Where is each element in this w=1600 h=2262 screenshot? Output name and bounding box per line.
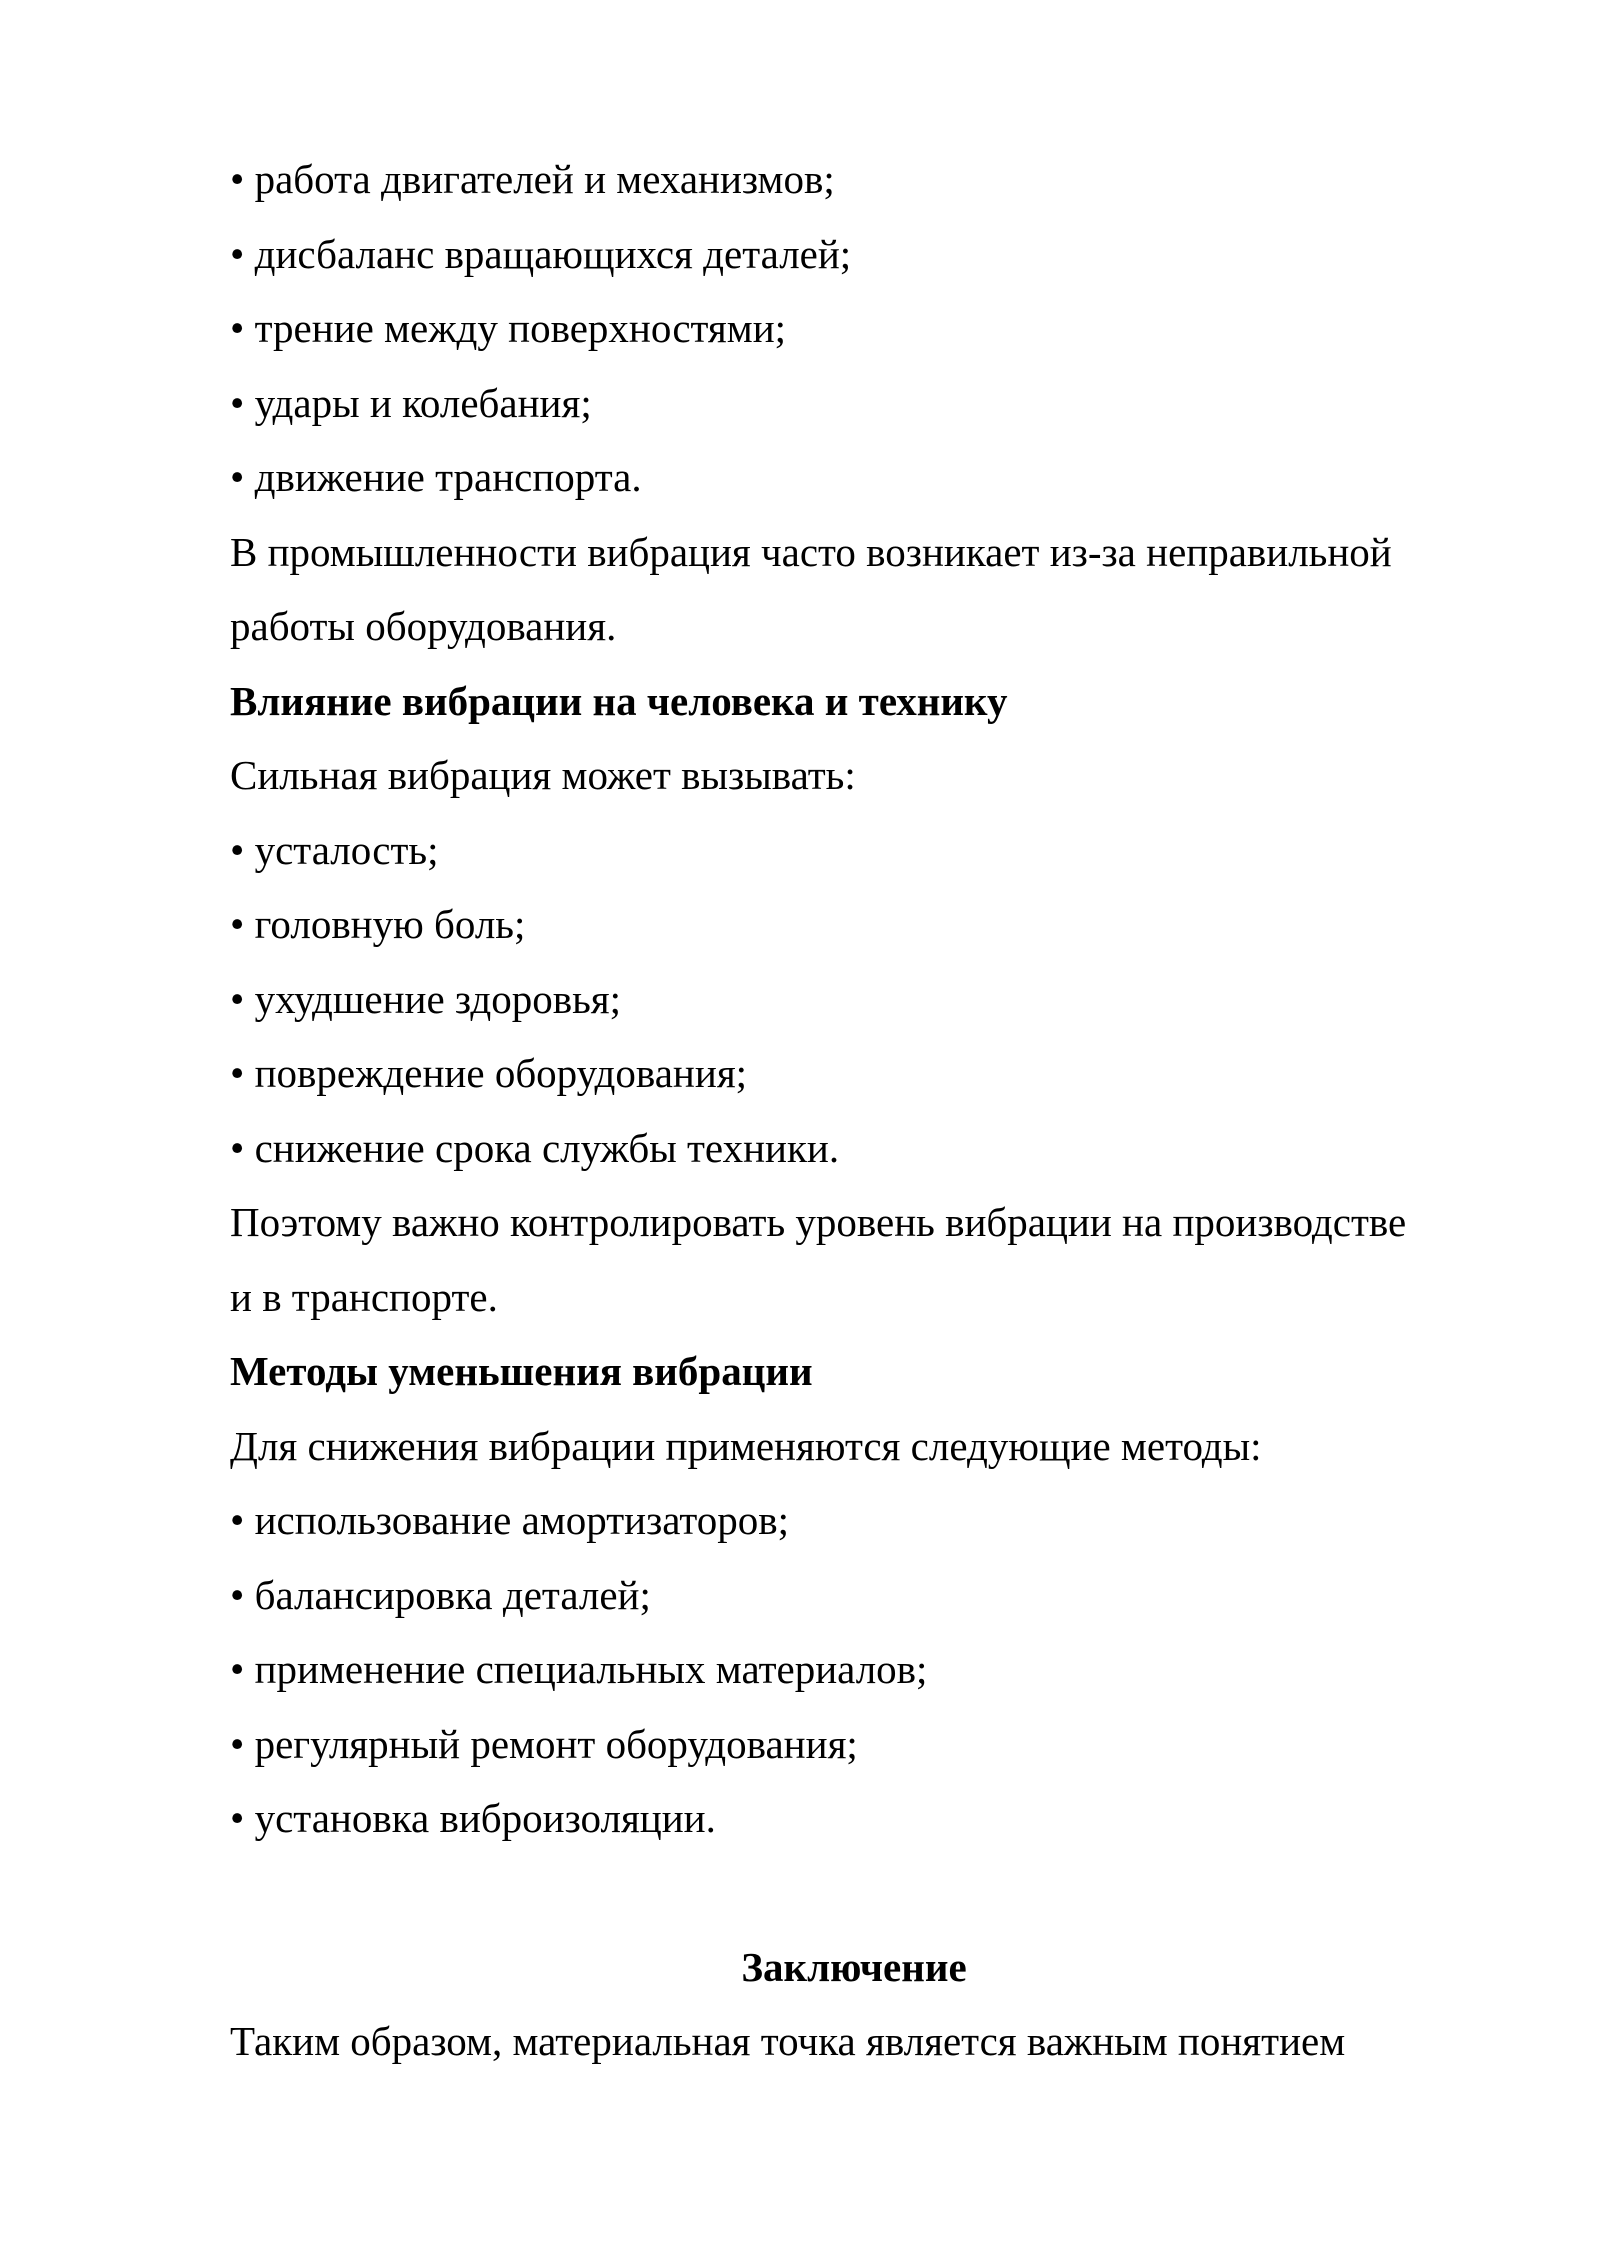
conclusion-heading: Заключение [741,1944,967,1990]
section-heading: Методы уменьшения вибрации [230,1348,813,1394]
paragraph-line: Сильная вибрация может вызывать: [230,752,856,798]
paragraph-line: Для снижения вибрации применяются следующие методы: [230,1423,1262,1469]
paragraph-line: работы оборудования. [230,603,617,649]
list-item: • установка виброизоляции. [230,1795,716,1841]
list-item: • балансировка деталей; [230,1572,651,1618]
list-item: • снижение срока службы техники. [230,1125,840,1171]
list-item: • дисбаланс вращающихся деталей; [230,231,852,277]
list-item: • применение специальных материалов; [230,1646,928,1692]
paragraph-line: Таким образом, материальная точка является важным понятием [230,2018,1346,2064]
list-item: • усталость; [230,827,439,873]
list-item: • использование амортизаторов; [230,1497,790,1543]
list-item: • движение транспорта. [230,454,642,500]
paragraph-line: В промышленности вибрация часто возникает из-за неправильной [230,529,1392,575]
list-item: • регулярный ремонт оборудования; [230,1721,858,1767]
list-item: • удары и колебания; [230,380,592,426]
section-heading: Влияние вибрации на человека и технику [230,678,1008,724]
list-item: • повреждение оборудования; [230,1050,748,1096]
list-item: • работа двигателей и механизмов; [230,156,835,202]
paragraph-line: Поэтому важно контролировать уровень вибрации на производстве [230,1199,1407,1245]
list-item: • ухудшение здоровья; [230,976,622,1022]
paragraph-line: и в транспорте. [230,1274,498,1320]
list-item: • трение между поверхностями; [230,305,787,351]
list-item: • головную боль; [230,901,526,947]
